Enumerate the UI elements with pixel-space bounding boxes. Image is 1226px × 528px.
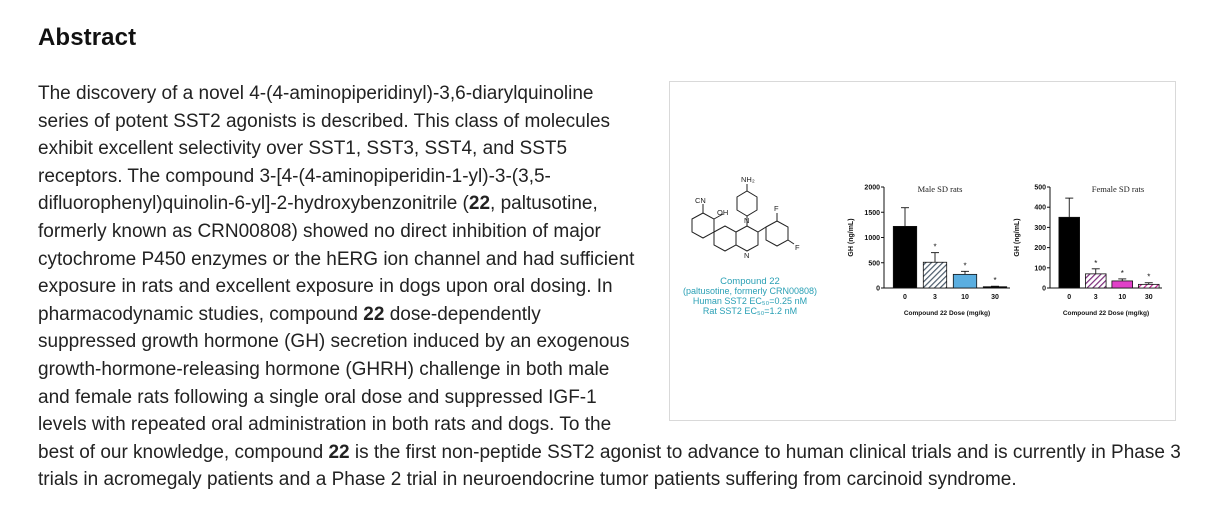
caption-line-1: Compound 22 [720,276,780,287]
nitrile-label: CN [695,196,706,205]
significance-marker: * [963,261,967,271]
chart-title: Male SD rats [917,184,963,194]
hydroxyl-label: OH [717,208,729,217]
bar [1059,217,1080,288]
y-tick-label: 2000 [864,184,880,192]
abstract-text-part-2: , paltusotine, formerly known as CRN00808) showed no direct inhibition of major cytochrome P450 enzymes or the hERG ion channel and had sufficient exposure in rats and excellent exposure in dogs upon oral dosing. In pharmacodynamic studies, compound [38,193,635,325]
x-tick-label: 10 [1118,294,1127,301]
y-tick-label: 100 [1034,265,1046,273]
abstract-text-part-1: The discovery of a novel 4-(4-aminopiperidinyl)-3,6-diarylquinoline series of potent SST2 agonists is described. This class of molecules exhibit excellent selectivity over SST1, SST3, SST4, and SST5 receptors. The compound 3-[4-(4-aminopiperidin-1-yl)-3-(3,5-difluorophenyl)quinolin-6-yl]-2-hydroxybenzonitrile ( [38,83,611,215]
quinoline-nitrogen-label: N [744,251,750,260]
y-tick-label: 1500 [864,209,880,217]
compound-number-1: 22 [468,193,491,215]
fluorine-label-2: F [795,243,800,252]
x-tick-label: 10 [961,294,969,301]
bar [983,287,1006,288]
y-tick-label: 400 [1034,204,1046,212]
bar [1112,281,1133,288]
abstract-text [38,80,1188,494]
piperidine-nitrogen-label: N [744,216,750,225]
significance-marker: * [1147,272,1151,282]
graphical-abstract-figure [669,81,1176,421]
y-axis-label: GH (ng/mL) [1014,218,1021,257]
y-tick-label: 500 [868,260,880,268]
significance-marker: * [993,276,997,286]
chart-female-sd-rats [1014,184,1162,317]
caption-line-4: Rat SST2 EC₅₀=1.2 nM [702,306,798,316]
compound-caption [683,276,817,316]
y-tick-label: 0 [876,285,880,293]
bar [953,274,976,288]
x-tick-label: 3 [1093,294,1098,301]
bar [893,226,916,288]
x-axis-label: Compound 22 Dose (mg/kg) [903,310,991,317]
x-tick-label: 3 [933,294,937,301]
chart-title: Female SD rats [1091,184,1145,194]
compound-number-2: 22 [363,303,385,325]
x-tick-label: 0 [1067,294,1072,301]
figure-canvas [670,82,1175,420]
y-axis-label: GH (ng/mL) [848,218,855,257]
abstract-text-part-3: dose-dependently suppressed growth hormone (GH) secretion induced by an exogenous growth-hormone-releasing hormone (GHRH) challenge in both male and female rats following a single oral dose and suppressed IGF-1 levels with repeated oral administration in both rats and dogs. To the best of our knowledge, compound [38,303,630,463]
chart-male-sd-rats [848,184,1010,317]
significance-marker: * [1120,268,1124,278]
y-tick-label: 1000 [864,235,880,242]
caption-line-2: (paltusotine, formerly CRN00808) [682,286,818,296]
bar [1085,274,1106,288]
x-tick-label: 30 [991,294,999,301]
caption-line-3: Human SST2 EC₅₀=0.25 nM [692,296,808,306]
abstract-heading: Abstract [38,24,137,51]
y-tick-label: 300 [1034,224,1046,232]
amine-label: NH₂ [741,175,755,184]
significance-marker: * [933,242,937,252]
y-tick-label: 500 [1034,184,1046,192]
y-tick-label: 0 [1042,285,1046,293]
abstract-text-part-4: is the first non-peptide SST2 agonist to advance to human clinical trials and is currently in Phase 3 trials in acromegaly patients and a Phase 2 trial in neuroendocrine tumor patients suffering from carcinoid syndrome. [38,441,1181,491]
bar [1138,284,1159,288]
x-tick-label: 0 [903,294,907,301]
fluorine-label-1: F [774,204,779,213]
compound-structure [692,184,794,251]
x-tick-label: 30 [1144,294,1153,301]
x-axis-label: Compound 22 Dose (mg/kg) [1062,310,1150,317]
bar [923,262,946,288]
compound-number-3: 22 [328,441,350,463]
significance-marker: * [1094,258,1098,268]
y-tick-label: 200 [1034,245,1046,253]
